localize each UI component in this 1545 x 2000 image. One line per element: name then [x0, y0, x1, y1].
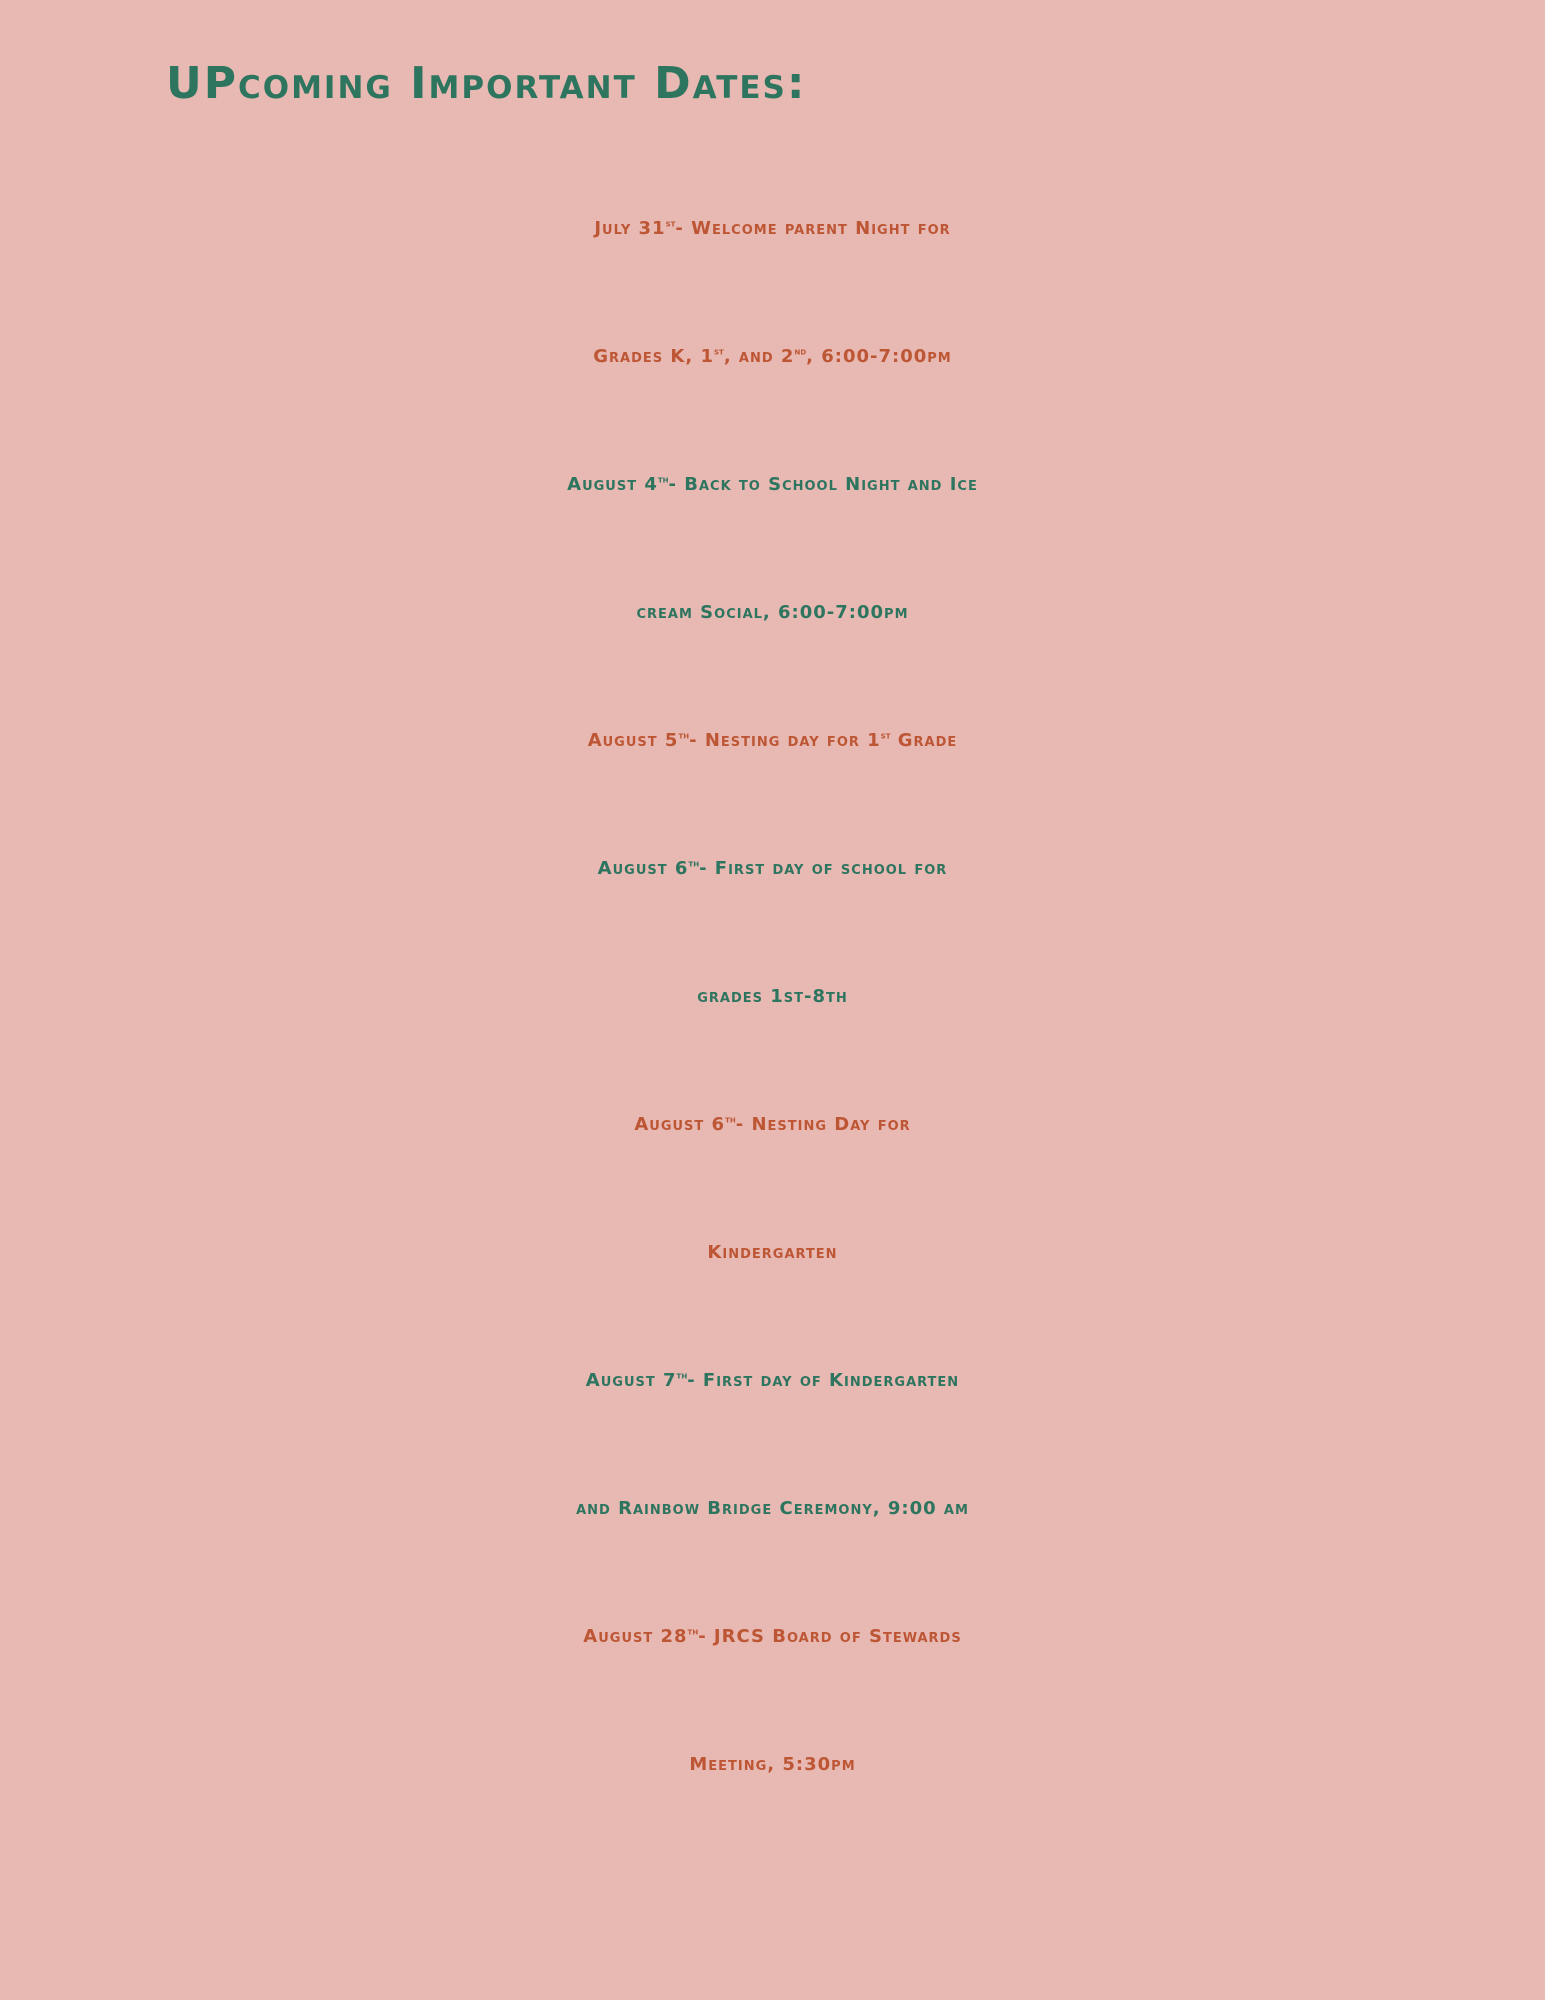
- event-line: August 5th- Nesting day for 1st Grade: [587, 730, 958, 751]
- event-line: and Rainbow Bridge Ceremony, 9:00 am: [576, 1498, 969, 1519]
- page-title: UPcoming Important Dates:: [166, 58, 807, 109]
- event-line: Grades K, 1st, and 2nd, 6:00-7:00pm: [593, 346, 952, 367]
- event-line: August 4th- Back to School Night and Ice: [567, 474, 978, 495]
- event-line: July 31st- Welcome parent Night for: [594, 218, 951, 239]
- event-line: August 6th- First day of school for: [597, 858, 948, 879]
- event-line: August 7th- First day of Kindergarten: [585, 1370, 960, 1391]
- event-line: grades 1st-8th: [697, 986, 848, 1007]
- event-line: Meeting, 5:30pm: [689, 1754, 856, 1775]
- event-line: August 6th- Nesting Day for: [634, 1114, 911, 1135]
- event-line: August 28th- JRCS Board of Stewards: [583, 1626, 962, 1647]
- event-line: Kindergarten: [707, 1242, 838, 1263]
- event-line: cream Social, 6:00-7:00pm: [636, 602, 909, 623]
